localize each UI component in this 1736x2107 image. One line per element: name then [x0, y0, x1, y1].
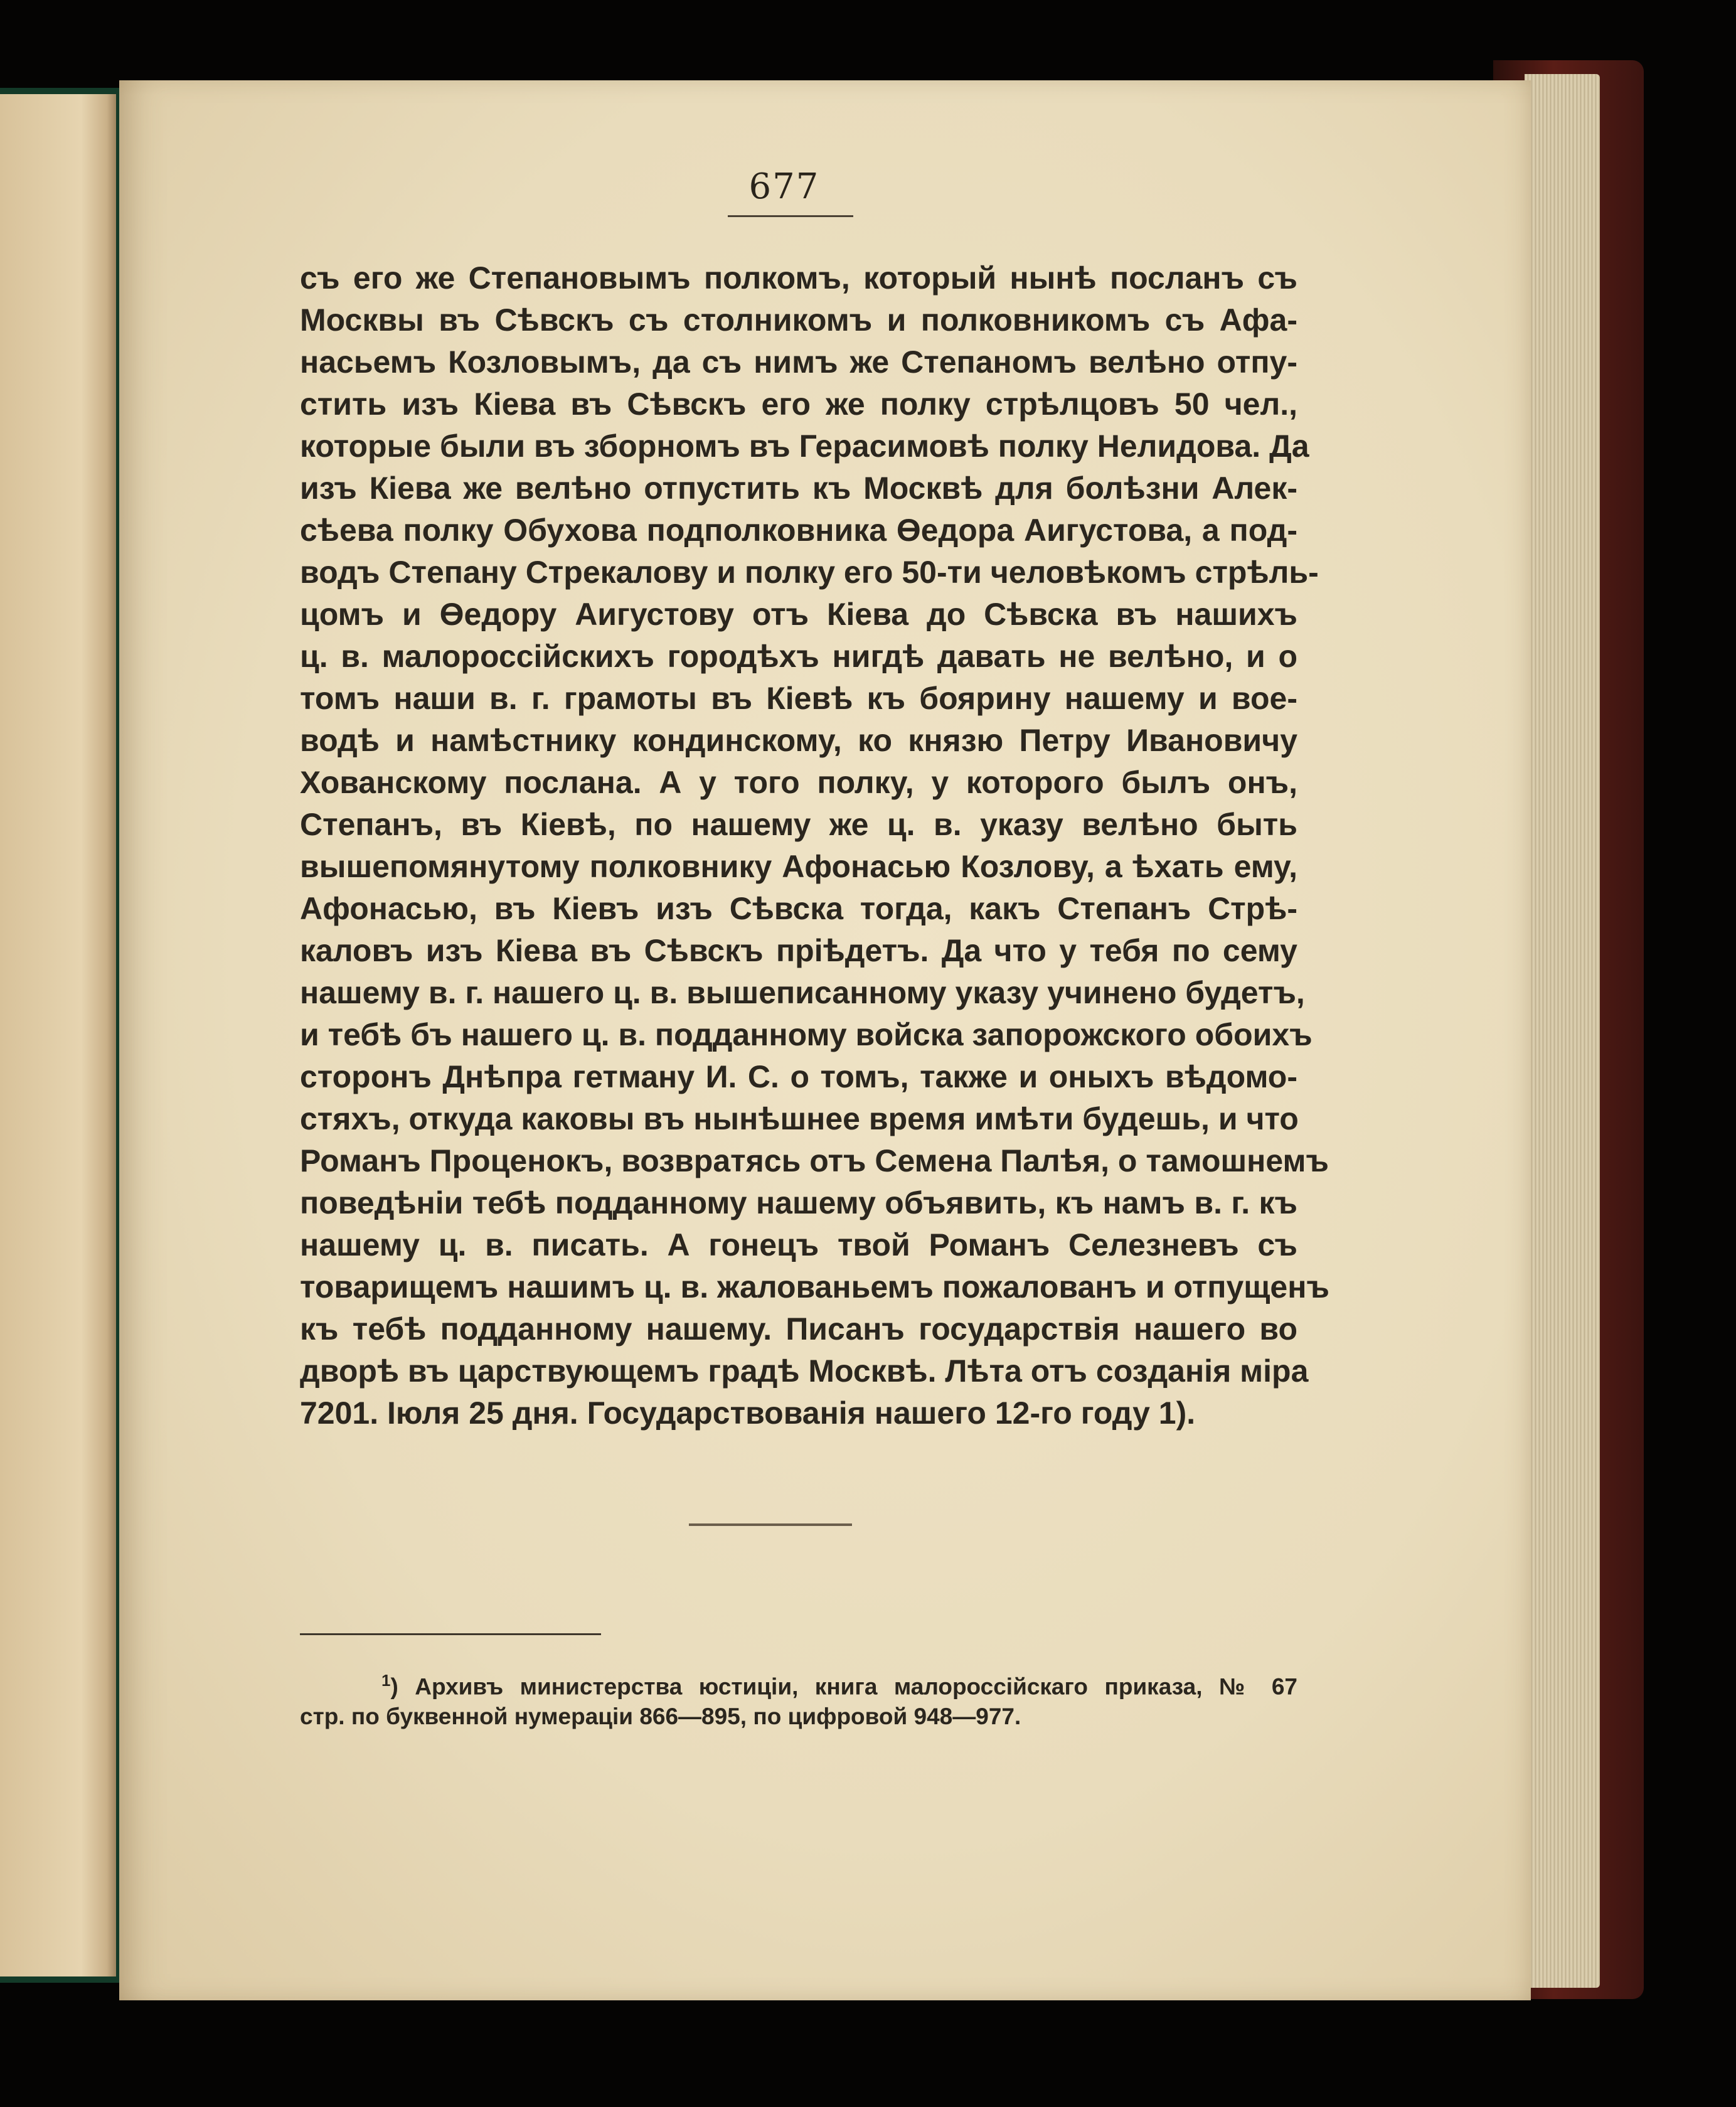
- text-line: нашему в. г. нашего ц. в. вышеписанному указу учинено будетъ,: [300, 975, 1305, 1010]
- text-line: Степанъ, въ Кіевѣ, по нашему же ц. в. указу велѣно быть: [300, 807, 1297, 842]
- text-line: нашему ц. в. писать. А гонецъ твой Романъ Селезневъ съ: [300, 1227, 1297, 1262]
- text-line: 7201. Іюля 25 дня. Государствованія нашего 12-го году 1).: [300, 1395, 1196, 1431]
- text-line: съ его же Степановымъ полкомъ, который нынѣ посланъ съ: [300, 260, 1297, 296]
- text-line: дворѣ въ царствующемъ градѣ Москвѣ. Лѣта отъ созданія міра: [300, 1353, 1309, 1389]
- text-line: и тебѣ бъ нашего ц. в. подданному войска запорожского обоихъ: [300, 1017, 1313, 1052]
- section-rule: [689, 1523, 852, 1526]
- text-line: цомъ и Өедору Аигустову отъ Кіева до Сѣвска въ нашихъ: [300, 597, 1297, 632]
- footnote-text: ) Архивъ министерства юстиціи, книга малороссійскаго приказа, № 67: [390, 1673, 1297, 1700]
- text-line: сѣева полку Обухова подполковника Өедора Аигустова, а под-: [300, 513, 1297, 548]
- footnote: [300, 1663, 1297, 1734]
- text-line: насьемъ Козловымъ, да съ нимъ же Степаномъ велѣно отпу-: [300, 344, 1297, 380]
- page-stack-edge: [1525, 74, 1600, 1988]
- text-line: водъ Степану Стрекалову и полку его 50-ти человѣкомъ стрѣль-: [300, 555, 1319, 590]
- text-line: изъ Кіева же велѣно отпустить къ Москвѣ для болѣзни Алек-: [300, 471, 1297, 506]
- text-line: стяхъ, откуда каковы въ нынѣшнее время имѣти будешь, и что: [300, 1101, 1299, 1136]
- body-text: [300, 257, 1329, 1434]
- text-line: Хованскому послана. А у того полку, у которого былъ онъ,: [300, 765, 1297, 800]
- footnote-line: стр. по буквенной нумераціи 866—895, по цифровой 948—977.: [300, 1704, 1021, 1729]
- text-line: сторонъ Днѣпра гетману И. С. о томъ, также и оныхъ вѣдомо-: [300, 1059, 1297, 1094]
- text-line: которые были въ зборномъ въ Герасимовѣ полку Нелидова. Да: [300, 429, 1309, 464]
- text-line: стить изъ Кіева въ Сѣвскъ его же полку стрѣлцовъ 50 чел.,: [300, 387, 1297, 422]
- footnote-rule: [300, 1633, 601, 1635]
- text-line: томъ наши в. г. грамоты въ Кіевѣ къ боярину нашему и вое-: [300, 681, 1297, 716]
- text-line: каловъ изъ Кіева въ Сѣвскъ пріѣдетъ. Да что у тебя по сему: [300, 933, 1297, 968]
- page-number-rule: [728, 215, 853, 217]
- text-line: вышепомянутому полковнику Афонасью Козлову, а ѣхать ему,: [300, 849, 1297, 884]
- page-number: 677: [748, 166, 820, 207]
- footnote-marker: 1: [381, 1671, 391, 1690]
- footnote-line: [300, 1663, 1297, 1699]
- text-line: водѣ и намѣстнику кондинскому, ко князю Петру Ивановичу: [300, 723, 1297, 758]
- text-line: Афонасью, въ Кіевъ изъ Сѣвска тогда, какъ Степанъ Стрѣ-: [300, 891, 1297, 926]
- text-line: Романъ Проценокъ, возвратясь отъ Семена Палѣя, о тамошнемъ: [300, 1143, 1329, 1178]
- text-line: къ тебѣ подданному нашему. Писанъ государствія нашего во: [300, 1311, 1297, 1347]
- text-line: ц. в. малороссійскихъ городѣхъ нигдѣ давать не велѣно, и о: [300, 639, 1297, 674]
- text-line: поведѣніи тебѣ подданному нашему объявить, къ намъ в. г. къ: [300, 1185, 1297, 1220]
- left-page-edge: [0, 94, 116, 1976]
- text-line: Москвы въ Сѣвскъ съ столникомъ и полковникомъ съ Афа-: [300, 302, 1297, 338]
- text-line: товарищемъ нашимъ ц. в. жалованьемъ пожалованъ и отпущенъ: [300, 1269, 1329, 1304]
